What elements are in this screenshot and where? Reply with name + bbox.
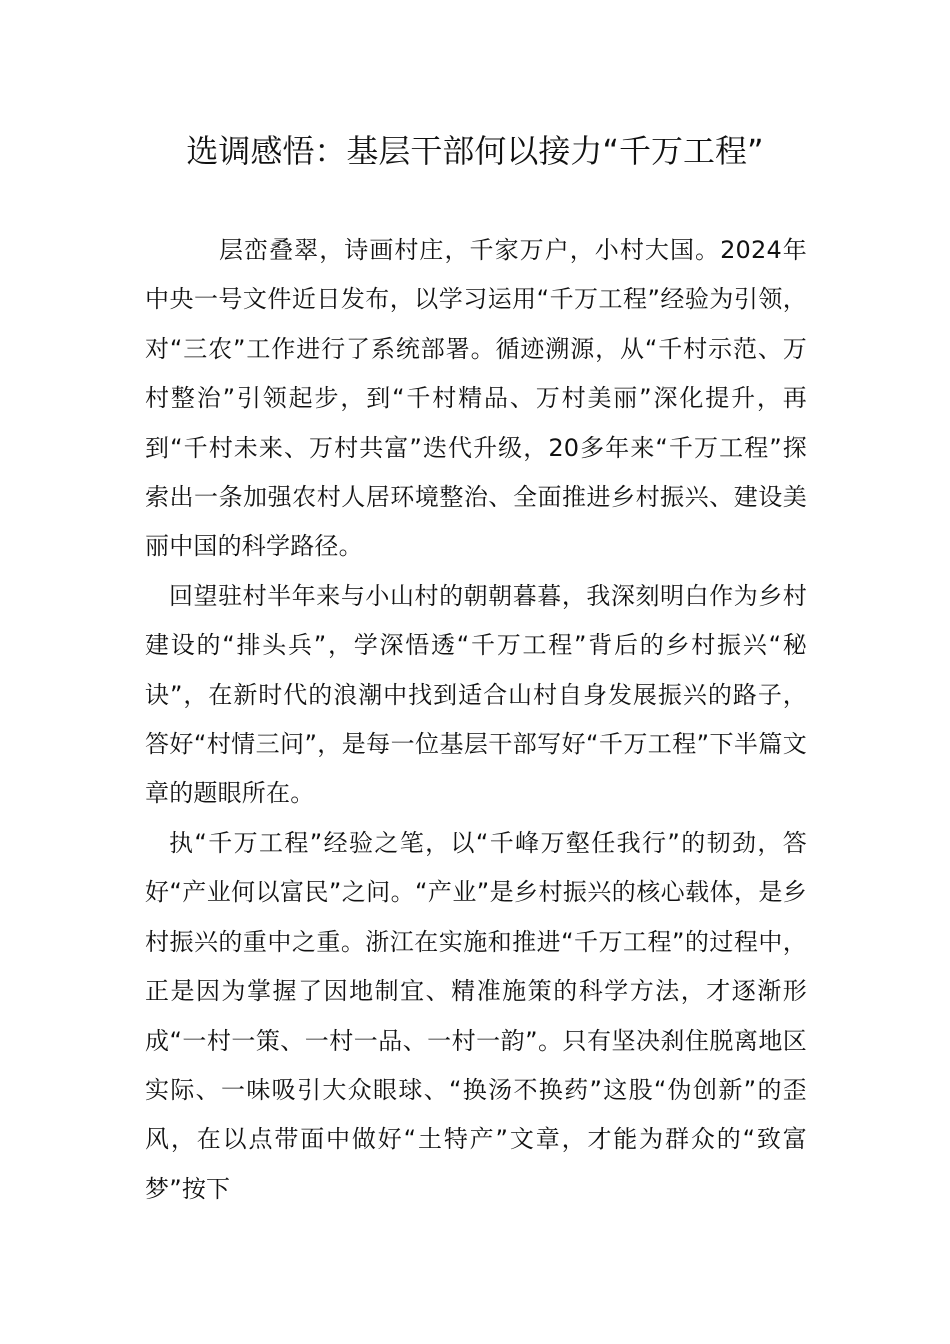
paragraph-1: 层峦叠翠，诗画村庄，千家万户，小村大国。2024年中央一号文件近日发布，以学习运用“千万工程”经验为引领，对“三农”工作进行了系统部署。循迹溯源，从“千村示范、万村整治”引领起步，到“千村精品、万村美丽”深化提升，再到“千村未来、万村共富”迭代升级，20多年来“千万工程”探索出一条加强农村人居环境整治、全面推进乡村振兴、建设美丽中国的科学路径。 (145, 236, 807, 561)
document-title: 选调感悟：基层干部何以接力“千万工程” (186, 132, 764, 170)
paragraph-3: 执“千万工程”经验之笔，以“千峰万壑任我行”的韧劲，答好“产业何以富民”之问。“产业”是乡村振兴的核心载体，是乡村振兴的重中之重。浙江在实施和推进“千万工程”的过程中，正是因为掌握了因地制宜、精准施策的科学方法，才逐渐形成“一村一策、一村一品、一村一韵”。只有坚决刹住脱离地区实际、一味吸引大众眼球、“换汤不换药”这股“伪创新”的歪风，在以点带面中做好“土特产”文章，才能为群众的“致富梦”按下 (145, 828, 807, 1203)
document-body (145, 226, 807, 1214)
paragraph-2: 回望驻村半年来与小山村的朝朝暮暮，我深刻明白作为乡村建设的“排头兵”，学深悟透“千万工程”背后的乡村振兴“秘诀”，在新时代的浪潮中找到适合山村自身发展振兴的路子，答好“村情三问”，是每一位基层干部写好“千万工程”下半篇文章的题眼所在。 (145, 581, 807, 808)
